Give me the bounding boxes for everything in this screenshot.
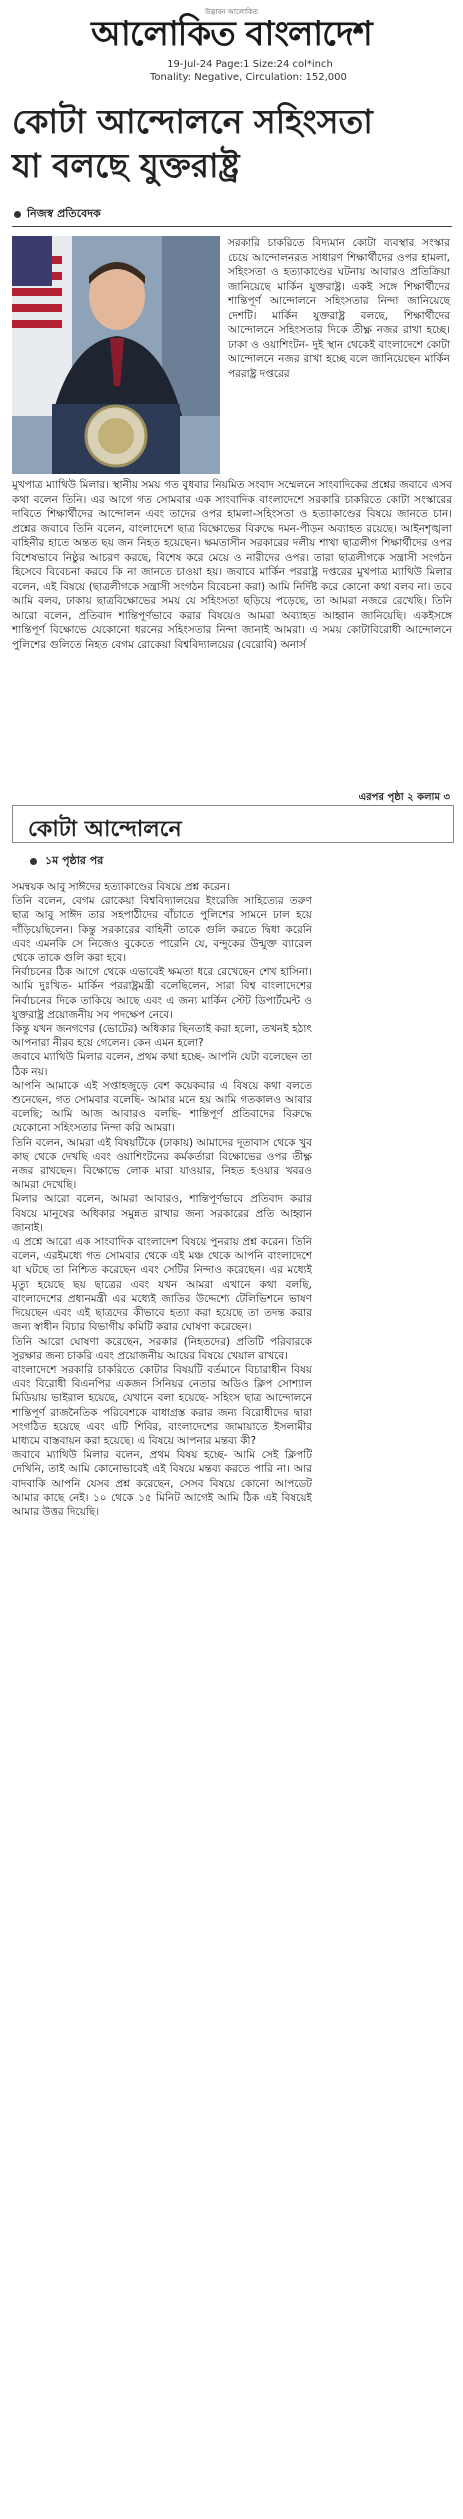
paragraph: তিনি বলেন, আমরা এই বিষয়টিকে (ঢাকায়) আমাদের দূতাবাস থেকে খুব কাছ থেকে দেখছি এবং ওয়াশিংটনের কর্মকর্তারা বিক্ষোভের ওপর তীক্ষ্ণ নজর রাখছেন। বিক্ষোভে লোক মারা যাওয়ার, নিহত হওয়ার খবরও আমরা দেখেছি। — [12, 1136, 312, 1192]
paragraph: জবাবে ম্যাথিউ মিলার বলেন, প্রথম বিষয় হচ্ছে- আমি সেই ক্লিপটি দেখিনি, তাই আমি কোনোভাবেই এই বিষয়ে মন্তব্য করতে পারি না। আর বাদবাকি আপনি যেসব প্রশ্ন করেছেন, সেসব বিষয়ে কোনো আপডেট আমার কাছে নেই। ১০ থেকে ১৫ মিনিট আগেই আমি ঠিক এই বিষয়েই আমার উত্তর দিয়েছি। — [12, 1449, 312, 1518]
headline-line-2: যা বলছে যুক্তরাষ্ট্র — [12, 146, 240, 185]
masthead-tagline: উদ্ভাবন আলোকিত — [204, 8, 259, 16]
article-headline — [12, 100, 452, 188]
paragraph: কিন্তু যখন জনগণের (ভোটের) অধিকার ছিনতাই করা হলো, তখনই হঠাৎ আপনারা নীরব হয়ে গেলেন। কেন এমন হলো? — [12, 1023, 312, 1050]
continuation-from — [30, 852, 103, 871]
paragraph: মিলার আরো বলেন, আমরা আবারও, শান্তিপূর্ণভাবে প্রতিবাদ করার বিষয়ে মানুষের অধিকার সমুন্নত রাখার জন্য সরকারের প্রতি আহ্বান জানাই। — [12, 1193, 312, 1234]
paragraph: জবাবে ম্যাথিউ মিলার বলেন, প্রথম কথা হচ্ছে- আপনি যেটা বলেছেন তা ঠিক নয়। — [12, 1051, 312, 1078]
paragraph: বাংলাদেশে সরকারি চাকরিতে কোটার বিষয়টি বর্তমানে বিচারাধীন বিষয় এবং বিরোধী বিএনপির একজন সিনিয়র নেতার অডিও ক্লিপ সোশ্যাল মিডিয়ায় ভাইরাল হয়েছে, যেখানে বলা হয়েছে- সহিংস ছাত্র আন্দোলনে শান্তিপূর্ণ রাজনৈতিক পরিবেশকে বাধাগ্রস্ত করার জন্য বিরোধীদের দ্বারা সংগঠিত হয়েছে এবং এটি শিবির, বাংলাদেশের জামায়াতে ইসলামীর মাধ্যমে বাস্তবায়ন করা হয়েছে। এ বিষয়ে আপনার মন্তব্য কী? — [12, 1363, 312, 1447]
continuation-title: কোটা আন্দোলনে — [28, 816, 182, 842]
bullet-icon — [30, 858, 37, 865]
paragraph: তিনি আরো ঘোষণা করেছেন, সরকার (নিহতদের) প্রতিটি পরিবারকে সুরক্ষার জন্য চাকরি এবং প্রয়োজনীয় আয়ের বিষয়ে খেয়াল রাখবে। — [12, 1335, 312, 1362]
reporter-byline — [14, 205, 101, 224]
clipping-meta — [150, 58, 350, 84]
article-photo — [12, 236, 220, 474]
article-body: মুখপাত্র ম্যাথিউ মিলার। স্থানীয় সময় গত বুধবার নিয়মিত সংবাদ সম্মেলনে সাংবাদিকের প্রশ্নের জবাবে এসব কথা বলেন তিনি। এর আগে গত সোমবার এক সাংবাদিক বাংলাদেশে সরকারি চাকরিতে কোটা সংস্কারের দাবিতে শিক্ষার্থীদের আন্দোলন এবং তাদের ওপর হামলা-সহিংসতা ও হত্যাকাণ্ডের বিষয়ে জানতে চান। প্রশ্নের জবাবে তিনি বলেন, বাংলাদেশে ছাত্র বিক্ষোভের বিরুদ্ধে দমন-পীড়ন অব্যাহত রয়েছে। আইনশৃঙ্খলা বাহিনীর হাতে অন্তত ছয় জন নিহত হয়েছেন। ক্ষমতাসীন সরকারের দলীয় শাখা ছাত্রলীগ শিক্ষার্থীদের ওপর বিশেষভাবে নিষ্ঠুর আচরণ করছে, বিশেষ করে মেয়ে ও নারীদের ওপর। তারা ছাত্রলীগকে সন্ত্রাসী সংগঠন হিসেবে বিবেচনা করবে কি না জানতে চাওয়া হয়। জবাবে মার্কিন পররাষ্ট্র দপ্তরের মুখপাত্র ম্যাথিউ মিলার বলেন, এই বিষয়ে (ছাত্রলীগকে সন্ত্রাসী সংগঠন বিবেচনা করা) আমি নির্দিষ্ট করে কোনো কথা বলব না। তবে আমি বলব, ঢাকায় ছাত্রবিক্ষোভের সময় যে সহিংসতা ছড়িয়ে পড়েছে, তা আমরা নজরে রেখেছি। তিনি আরো বলেন, প্রতিবাদ শান্তিপূর্ণভাবে করার বিষয়েও আমরা অব্যাহত আহ্বান জানিয়েছি। একইসঙ্গে শান্তিপূর্ণ বিক্ষোভে যেকোনো ধরনের সহিংসতার নিন্দা জানাই আমরা। এ সময় কোটাবিরোধী আন্দোলনে পুলিশের গুলিতে নিহত বেগম রোকেয়া বিশ্ববিদ্যালয়ের (বেরোবি) অনার্স — [12, 479, 452, 651]
meta-tonality: Tonality: Negative, Circulation: 152,000 — [150, 72, 347, 83]
paragraph: আপনি আমাকে এই সপ্তাহজুড়ে বেশ কয়েকবার এ বিষয়ে কথা বলতে শুনেছেন, গত সোমবার বলেছি- আমার মনে হয় আমি গতকালও আবার বলেছি; আমি আজ আবারও বলছি- শান্তিপূর্ণ প্রতিবাদের বিরুদ্ধে যেকোনো সহিংসতার নিন্দা করি আমরা। — [12, 1079, 312, 1135]
masthead-logo: আলোকিত বাংলাদেশ — [91, 14, 372, 54]
headline-line-1: কোটা আন্দোলনে সহিংসতা — [12, 102, 373, 141]
paragraph: এ প্রশ্নে আরো এক সাংবাদিক বাংলাদেশ বিষয়ে পুনরায় প্রশ্ন করেন। তিনি বলেন, এরইমধ্যে গত সোমবার থেকে এই মঞ্চ থেকে আপনি বাংলাদেশে যা ঘটছে তা নিশ্চিত করেছেন এবং সেটির নিন্দাও করেছেন। এর মধ্যেই মৃত্যু হয়েছে ছয় ছাত্রের এবং যখন আমরা এখানে কথা বলছি, বাংলাদেশের প্রধানমন্ত্রী এর মধ্যেই জাতির উদ্দেশ্যে টেলিভিশনে ভাষণ দিয়েছেন এবং এই ছাত্রদের কীভাবে হত্যা করা হয়েছে তা তদন্ত করার জন্য স্বাধীন বিচার বিভাগীয় কমিটি করার ঘোষণা করেছেন। — [12, 1236, 312, 1334]
article-right-column: সরকারি চাকরিতে বিদ্যমান কোটা ব্যবস্থার সংস্কার চেয়ে আন্দোলনরত সাধারণ শিক্ষার্থীদের ওপর হামলা, সহিংসতা ও হত্যাকাণ্ডের ঘটনায় আবারও প্রতিক্রিয়া জানিয়েছে মার্কিন যুক্তরাষ্ট্র। একই সঙ্গে শিক্ষার্থীদের শান্তিপূর্ণ আন্দোলনে সহিংসতার নিন্দা জানিয়েছে দেশটি। মার্কিন যুক্তরাষ্ট্র বলছে, শিক্ষার্থীদের আন্দোলনে সহিংসতার দিকে তীক্ষ্ণ নজর রাখা হচ্ছে। ঢাকা ও ওয়াশিংটন- দুই স্থান থেকেই বাংলাদেশে কোটা আন্দোলনে নজর রাখা হচ্ছে বলে জানিয়েছেন মার্কিন পররাষ্ট্র দপ্তরের — [228, 237, 450, 380]
reporter-name: নিজস্ব প্রতিবেদক — [27, 207, 101, 220]
paragraph: নির্বাচনের ঠিক আগে থেকে এভাবেই ক্ষমতা ধরে রেখেছেন শেখ হাসিনা। আমি দুঃখিত- মার্কিন পররাষ্ট্রমন্ত্রী বলেছিলেন, সারা বিশ্ব বাংলাদেশের নির্বাচনের দিকে তাকিয়ে আছে এবং এ জন্য মার্কিন স্টেট ডিপার্টমেন্ট ও যুক্তরাষ্ট্র প্রয়োজনীয় সব পদক্ষেপ নেবে। — [12, 966, 312, 1021]
paragraph: সমন্বয়ক আবু সাঈদের হত্যাকাণ্ডের বিষয়ে প্রশ্ন করেন। — [12, 881, 230, 893]
continuation-from-label: ১ম পৃষ্ঠার পর — [45, 854, 104, 867]
jump-note: এরপর পৃষ্ঠা ২ কলাম ৩ — [358, 792, 450, 803]
meta-date-size: 19-Jul-24 Page:1 Size:24 col*inch — [167, 59, 333, 70]
paragraph: তিনি বলেন, বেগম রোকেয়া বিশ্ববিদ্যালয়ের ইংরেজি সাহিত্যের তরুণ ছাত্র আবু সাঈদ তার সহপাঠীদের বাঁচাতে পুলিশের সামনে ঢাল হয়ে দাঁড়িয়েছিলেন। কিন্তু সরকারের বাহিনী তাকে গুলি করতে দ্বিধা করেনি এবং এমনকি সে নিজেও বুকেতে পারেনি যে, বন্দুকের উন্মুক্ত ব্যারেল থেকে তাকে গুলি করা হবে। — [12, 895, 312, 965]
continuation-body — [12, 880, 312, 1519]
divider — [12, 226, 452, 227]
spokesperson-photo-illustration — [12, 236, 220, 474]
bullet-icon — [14, 211, 21, 218]
